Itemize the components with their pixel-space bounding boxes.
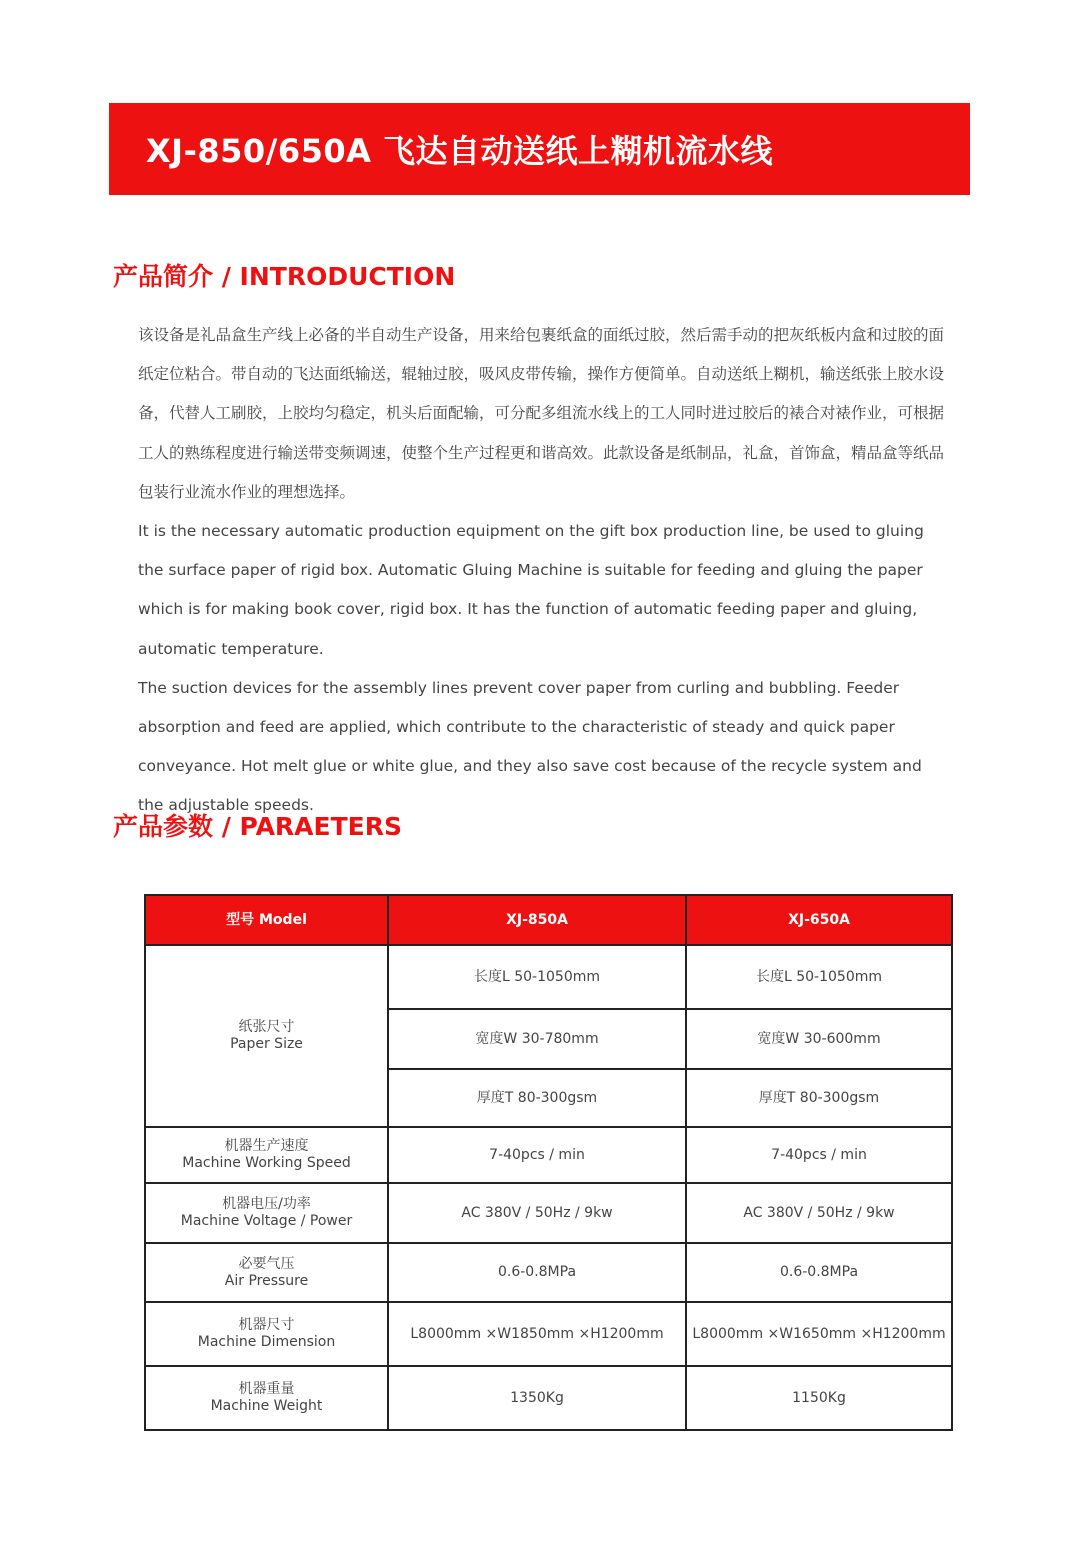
table-cell: 1150Kg	[686, 1366, 952, 1430]
table-cell: 长度L 50-1050mm	[388, 945, 686, 1009]
table-row	[145, 1366, 952, 1430]
table-cell: 厚度T 80-300gsm	[686, 1069, 952, 1127]
row-label-en: Air Pressure	[224, 1272, 309, 1289]
row-label-cn: 必要气压	[238, 1255, 295, 1272]
table-cell: L8000mm ×W1850mm ×H1200mm	[388, 1302, 686, 1366]
parameters-heading: 产品参数 / PARAETERS	[113, 812, 402, 841]
spec-table	[144, 894, 953, 1431]
introduction-paragraph-en-1: It is the necessary automatic production equipment on the gift box production line, be used to gluing the surface paper of rigid box. Automatic Gluing Machine is suitable for feeding and gluing the paper which is for making book cover, rigid box. It has the function of automatic feeding paper and gluing, automatic temperature.	[138, 522, 924, 658]
introduction-paragraph-en-2: The suction devices for the assembly lines prevent cover paper from curling and bubbling. Feeder absorption and feed are applied, which contribute to the characteristic of steady and quick paper conveyance. Hot melt glue or white glue, and they also save cost because of the recycle system and the adjustable speeds.	[138, 678, 922, 815]
table-cell: AC 380V / 50Hz / 9kw	[388, 1183, 686, 1243]
table-row	[145, 1183, 952, 1243]
row-label-cn: 机器生产速度	[224, 1138, 309, 1154]
table-row	[145, 1302, 952, 1366]
table-cell: 宽度W 30-600mm	[686, 1009, 952, 1069]
table-cell: 1350Kg	[388, 1366, 686, 1430]
header-xj-850a: XJ-850A	[388, 895, 686, 945]
introduction-heading: 产品简介 / INTRODUCTION	[113, 262, 456, 291]
row-label-en: Paper Size	[230, 1036, 303, 1052]
table-row	[145, 1243, 952, 1302]
row-label-en: Machine Weight	[210, 1398, 323, 1414]
row-label-en: Machine Working Speed	[182, 1155, 351, 1171]
row-label-en: Machine Voltage / Power	[180, 1213, 353, 1229]
row-label-cn: 机器电压/功率	[222, 1196, 311, 1212]
table-cell: AC 380V / 50Hz / 9kw	[686, 1183, 952, 1243]
paper-size-label	[145, 945, 388, 1127]
introduction-paragraph-cn: 该设备是礼品盒生产线上必备的半自动生产设备，用来给包裹纸盒的面纸过胶，然后需手动的把灰纸板内盒和过胶的面纸定位粘合。带自动的飞达面纸输送，辊轴过胶，吸风皮带传输，操作方便简单。自动送纸上糊机，输送纸张上胶水设备，代替人工刷胶，上胶均匀稳定，机头后面配输，可分配多组流水线上的工人同时进过胶后的裱合对裱作业，可根据工人的熟练程度进行输送带变频调速，使整个生产过程更和谐高效。此款设备是纸制品，礼盒，首饰盒，精品盒等纸品包装行业流水作业的理想选择。	[138, 326, 945, 501]
working-speed-label	[145, 1127, 388, 1183]
voltage-power-label	[145, 1183, 388, 1243]
row-label-cn: 机器尺寸	[238, 1317, 295, 1333]
row-label-cn: 机器重量	[238, 1381, 295, 1397]
table-cell: 7-40pcs / min	[686, 1127, 952, 1183]
table-cell: 0.6-0.8MPa	[686, 1243, 952, 1302]
table-cell: 0.6-0.8MPa	[388, 1243, 686, 1302]
row-label-cn: 纸张尺寸	[238, 1019, 295, 1035]
table-cell: 长度L 50-1050mm	[686, 945, 952, 1009]
row-label-en: Machine Dimension	[197, 1334, 336, 1350]
machine-dimension-label	[145, 1302, 388, 1366]
table-row	[145, 945, 952, 1009]
introduction-body	[138, 316, 950, 826]
title-banner	[109, 103, 970, 195]
air-pressure-label	[145, 1243, 388, 1302]
machine-weight-label	[145, 1366, 388, 1430]
table-cell: L8000mm ×W1650mm ×H1200mm	[686, 1302, 952, 1366]
table-cell: 7-40pcs / min	[388, 1127, 686, 1183]
header-model: 型号 Model	[145, 895, 388, 945]
page-title: XJ-850/650A 飞达自动送纸上糊机流水线	[146, 132, 774, 170]
header-xj-650a: XJ-650A	[686, 895, 952, 945]
table-cell: 厚度T 80-300gsm	[388, 1069, 686, 1127]
table-header-row	[145, 895, 952, 945]
table-row	[145, 1127, 952, 1183]
table-cell: 宽度W 30-780mm	[388, 1009, 686, 1069]
